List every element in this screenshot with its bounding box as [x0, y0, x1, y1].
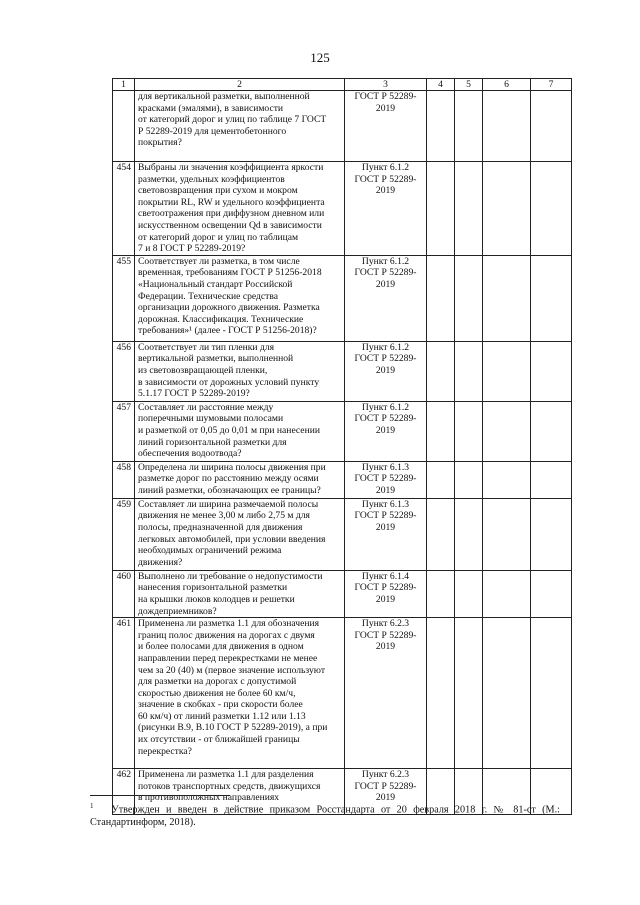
requirement-question	[135, 91, 345, 162]
answer-cell-col-4	[427, 255, 455, 341]
footnote-divider	[90, 795, 230, 796]
reference-line: ГОСТ Р 52289-	[354, 510, 417, 522]
reference-line: 2019	[375, 792, 396, 804]
question-line: границ полос движения на дорогах с двумя	[138, 629, 315, 641]
question-line: движения?	[138, 556, 183, 568]
question-line: разметке дорог по расстоянию между осями	[138, 473, 319, 485]
requirement-question	[135, 461, 345, 498]
reference-line: 2019	[375, 185, 396, 197]
question-line: Составляет ли ширина размечаемой полосы	[138, 498, 319, 510]
question-line: вертикальной разметки, выполненной	[138, 353, 294, 365]
answer-cell-col-4	[427, 401, 455, 461]
item-number: 455	[113, 255, 135, 341]
question-line: светоотражения при диффузном дневном или	[138, 208, 325, 220]
answer-cell-col-5	[455, 498, 483, 570]
question-line: Соответствует ли тип пленки для	[138, 341, 275, 353]
question-line: значение в скобках - при скорости более	[138, 699, 303, 711]
question-line: искусственном освещении Qd в зависимости	[138, 219, 322, 231]
normative-reference	[345, 570, 427, 617]
question-line: Применена ли разметка 1.1 для обозначения	[138, 618, 320, 630]
item-number: 457	[113, 401, 135, 461]
answer-cell-col-4	[427, 91, 455, 162]
answer-cell-col-5	[455, 618, 483, 769]
normative-reference	[345, 341, 427, 401]
question-line: 7 и 8 ГОСТ Р 52289-2019?	[138, 243, 246, 255]
question-line: (рисунки В.9, В.10 ГОСТ Р 52289-2019), а при	[138, 722, 328, 734]
footnote-marker: 1	[90, 802, 94, 810]
item-number: 456	[113, 341, 135, 401]
item-number: 458	[113, 461, 135, 498]
item-number: 461	[113, 618, 135, 769]
item-number: 454	[113, 162, 135, 256]
table-row	[113, 341, 572, 401]
normative-reference	[345, 401, 427, 461]
answer-cell-col-4	[427, 162, 455, 256]
question-line: чем за 20 (40) м (первое значение используют	[138, 664, 326, 676]
requirement-question	[135, 498, 345, 570]
footnote-text: Утвержден и введен в действие приказом Росстандарта от 20 февраля 2018 г. № 81-ст (М.: Стандартинформ, 2018).	[90, 804, 560, 829]
reference-line: Пункт 6.2.3	[361, 769, 410, 781]
question-line: красками (эмалями), в зависимости	[138, 102, 284, 114]
reference-line: Пункт 6.1.4	[361, 570, 410, 582]
answer-cell-col-5	[455, 461, 483, 498]
table-row	[113, 570, 572, 617]
table-row	[113, 461, 572, 498]
footnote	[90, 800, 560, 829]
item-number	[113, 91, 135, 162]
checklist-table	[112, 78, 572, 815]
reference-line: 2019	[375, 593, 396, 605]
requirement-question	[135, 401, 345, 461]
answer-cell-col-6	[483, 91, 531, 162]
column-header-3: 3	[345, 79, 427, 91]
question-line: на крышки люков колодцев и решетки	[138, 593, 295, 605]
item-number: 460	[113, 570, 135, 617]
answer-cell-col-5	[455, 341, 483, 401]
answer-cell-col-5	[455, 401, 483, 461]
question-line: перекрестка?	[138, 745, 192, 757]
question-line: дождеприемников?	[138, 605, 217, 617]
table-row	[113, 401, 572, 461]
column-header-7: 7	[531, 79, 572, 91]
normative-reference	[345, 162, 427, 256]
question-line: движения не менее 3,00 м либо 2,75 м для	[138, 510, 310, 522]
reference-line: 2019	[375, 641, 396, 653]
question-line: из световозвращающей пленки,	[138, 364, 268, 376]
normative-reference	[345, 618, 427, 769]
reference-line: Пункт 6.2.3	[361, 618, 410, 630]
normative-reference	[345, 461, 427, 498]
reference-line: 2019	[375, 278, 396, 290]
question-line: обеспечения водоотвода?	[138, 448, 242, 460]
reference-line: 2019	[375, 364, 396, 376]
question-line: их отсутствии - от ближайшей границы	[138, 734, 300, 746]
reference-line: 2019	[375, 424, 396, 436]
reference-line: ГОСТ Р 52289-	[354, 267, 417, 279]
reference-line: Пункт 6.1.2	[361, 401, 410, 413]
reference-line: Пункт 6.1.2	[361, 162, 410, 173]
answer-cell-col-4	[427, 570, 455, 617]
column-header-6: 6	[483, 79, 531, 91]
question-line: от категорий дорог и улиц по таблице 7 ГОСТ	[138, 114, 327, 126]
reference-line: 2019	[375, 484, 396, 496]
table-row	[113, 498, 572, 570]
table-row	[113, 162, 572, 256]
normative-reference	[345, 498, 427, 570]
reference-line: 2019	[375, 521, 396, 533]
question-line: в зависимости от дорожных условий пункту	[138, 376, 320, 388]
question-line: Соответствует ли разметка, в том числе	[138, 255, 300, 267]
reference-line: Пункт 6.1.3	[361, 461, 410, 473]
column-header-4: 4	[427, 79, 455, 91]
requirement-question	[135, 618, 345, 769]
answer-cell-col-6	[483, 498, 531, 570]
question-line: разметки, удельных коэффициентов	[138, 173, 285, 185]
normative-reference	[345, 91, 427, 162]
question-line: легковых автомобилей, при условии введения	[138, 533, 326, 545]
answer-cell-col-7	[531, 498, 572, 570]
question-line: покрытия?	[138, 137, 182, 149]
answer-cell-col-6	[483, 618, 531, 769]
question-line: скоростью движения не более 60 км/ч,	[138, 687, 296, 699]
answer-cell-col-4	[427, 498, 455, 570]
table-row	[113, 618, 572, 769]
answer-cell-col-7	[531, 401, 572, 461]
column-header-2: 2	[135, 79, 345, 91]
question-line: 5.1.17 ГОСТ Р 52289-2019?	[138, 388, 250, 400]
question-line: временная, требованиям ГОСТ Р 51256-2018	[138, 267, 322, 279]
item-number: 462	[113, 769, 135, 815]
question-line: потоков транспортных средств, движущихся	[138, 780, 321, 792]
table-body	[113, 91, 572, 815]
requirement-question	[135, 162, 345, 256]
table-row	[113, 255, 572, 341]
reference-line: Пункт 6.1.3	[361, 498, 410, 510]
question-line: световозвращения при сухом и мокром	[138, 185, 298, 197]
reference-line: ГОСТ Р 52289-	[354, 780, 417, 792]
requirement-question	[135, 255, 345, 341]
reference-line: ГОСТ Р 52289-	[354, 413, 417, 425]
question-line: Р 52289-2019 для цементобетонного	[138, 125, 287, 137]
reference-line: ГОСТ Р 52289-	[354, 173, 417, 185]
question-line: покрытии RL, RW и удельного коэффициента	[138, 196, 325, 208]
question-line: необходимых ограничений режима	[138, 545, 282, 557]
requirement-question	[135, 341, 345, 401]
answer-cell-col-5	[455, 162, 483, 256]
answer-cell-col-7	[531, 618, 572, 769]
question-line: Федерации. Технические средства	[138, 290, 279, 302]
question-line: для разметки на дорогах с допустимой	[138, 676, 297, 688]
question-line: от категорий дорог и улиц по таблицам	[138, 231, 299, 243]
reference-line: 2019	[375, 102, 396, 114]
answer-cell-col-4	[427, 618, 455, 769]
item-number: 459	[113, 498, 135, 570]
page-number: 125	[310, 50, 330, 65]
question-line: в противоположных направлениях	[138, 792, 280, 804]
question-line: Определена ли ширина полосы движения при	[138, 461, 326, 473]
reference-line: ГОСТ Р 52289-	[354, 353, 417, 365]
reference-line: ГОСТ Р 52289-	[354, 629, 417, 641]
question-line: требования»¹ (далее - ГОСТ Р 51256-2018)?	[138, 325, 317, 337]
answer-cell-col-4	[427, 341, 455, 401]
answer-cell-col-7	[531, 461, 572, 498]
question-line: Применена ли разметка 1.1 для разделения	[138, 769, 314, 781]
question-line: и более полосами для движения в одном	[138, 641, 304, 653]
answer-cell-col-6	[483, 255, 531, 341]
question-line: Составляет ли расстояние между	[138, 401, 274, 413]
table-header-row	[113, 79, 572, 91]
question-line: и разметкой от 0,05 до 0,01 м при нанесении	[138, 424, 320, 436]
answer-cell-col-7	[531, 255, 572, 341]
answer-cell-col-7	[531, 570, 572, 617]
answer-cell-col-5	[455, 570, 483, 617]
answer-cell-col-6	[483, 401, 531, 461]
normative-reference	[345, 255, 427, 341]
reference-line: Пункт 6.1.2	[361, 255, 410, 267]
question-line: нанесения горизонтальной разметки	[138, 582, 288, 594]
answer-cell-col-6	[483, 570, 531, 617]
reference-line: ГОСТ Р 52289-	[354, 582, 417, 594]
answer-cell-col-7	[531, 341, 572, 401]
question-line: направлении перед перекрестками не менее	[138, 652, 318, 664]
column-header-1: 1	[113, 79, 135, 91]
question-line: «Национальный стандарт Российской	[138, 278, 293, 290]
question-line: 60 км/ч) от линий разметки 1.12 или 1.13	[138, 710, 306, 722]
answer-cell-col-7	[531, 162, 572, 256]
question-line: дорожная. Классификация. Технические	[138, 313, 304, 325]
requirement-question	[135, 570, 345, 617]
question-line: для вертикальной разметки, выполненной	[138, 91, 310, 102]
question-line: линий разметки, обозначающих ее границы?	[138, 484, 321, 496]
question-line: линий горизонтальной разметки для	[138, 436, 287, 448]
question-line: полосы, предназначенной для движения	[138, 521, 303, 533]
question-line: Выполнено ли требование о недопустимости	[138, 570, 323, 582]
reference-line: ГОСТ Р 52289-	[354, 473, 417, 485]
table-row	[113, 91, 572, 162]
column-header-5: 5	[455, 79, 483, 91]
reference-line: Пункт 6.1.2	[361, 341, 410, 353]
answer-cell-col-6	[483, 341, 531, 401]
answer-cell-col-6	[483, 461, 531, 498]
answer-cell-col-4	[427, 461, 455, 498]
question-line: организации дорожного движения. Разметка	[138, 302, 320, 314]
question-line: поперечными шумовыми полосами	[138, 413, 284, 425]
answer-cell-col-5	[455, 255, 483, 341]
question-line: Выбраны ли значения коэффициента яркости	[138, 162, 324, 173]
answer-cell-col-7	[531, 91, 572, 162]
reference-line: ГОСТ Р 52289-	[354, 91, 417, 102]
answer-cell-col-6	[483, 162, 531, 256]
answer-cell-col-5	[455, 91, 483, 162]
